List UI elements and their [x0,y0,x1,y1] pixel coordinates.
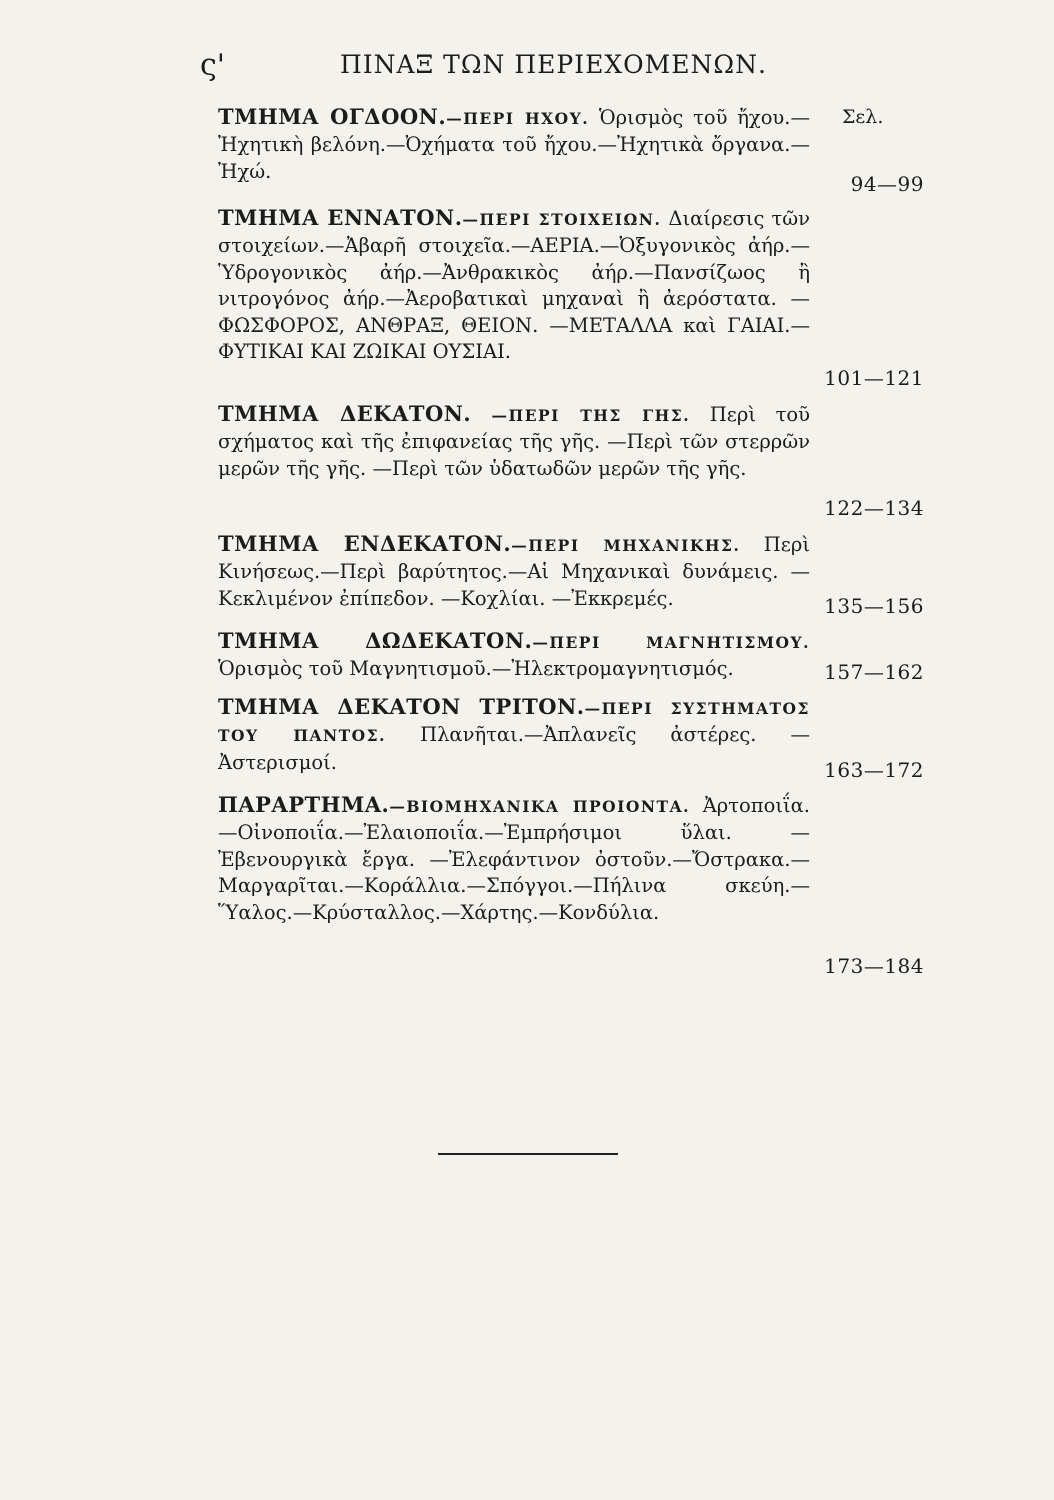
toc-entry-universe [218,694,810,776]
page-column-label: Σελ. [842,106,884,128]
section-contents: Περὶ Κινήσεως.—Περὶ βαρύτητος.—Αἱ Μηχανικαὶ δυνάμεις. —Κεκλιμένον ἐπίπεδον. —Κοχλίαι. —Ἐκκρεμές. [218,533,810,610]
page-range: 157—162 [824,660,924,684]
section-heading: ΤΜΗΜΑ ΕΝΔΕΚΑΤΟΝ. [218,531,512,556]
toc-entry-magnetism [218,628,810,683]
toc-entry-appendix [218,792,810,926]
section-subject: —ΠΕΡΙ ΤΗΣ ΓΗΣ. [471,406,691,425]
page-range: 122—134 [824,496,924,520]
section-heading: ΤΜΗΜΑ ΔΩΔΕΚΑΤΟΝ. [218,628,533,653]
page-range: 163—172 [824,758,924,782]
page-number: ς' [200,48,226,83]
section-contents: Ὁρισμὸς τοῦ ἤχου.—Ἠχητικὴ βελόνη.—Ὀχήματα τοῦ ἤχου.—Ἠχητικὰ ὄργανα.—Ἠχώ. [218,106,810,183]
section-subject: —ΠΕΡΙ ΜΗΧΑΝΙΚΗΣ. [511,536,741,555]
section-subject: —ΒΙΟΜΗΧΑΝΙΚΑ ΠΡΟΙΟΝΤΑ. [389,797,691,816]
toc-entry-mechanics [218,531,810,612]
page-range: 101—121 [824,366,924,390]
section-subject: —ΠΕΡΙ ΣΥΣΤΗΜΑΤΟΣ ΤΟΥ ΠΑΝΤΟΣ. [218,699,810,746]
section-subject: —ΠΕΡΙ ΜΑΓΝΗΤΙΣΜΟΥ. [532,633,811,652]
section-heading: ΤΜΗΜΑ ΟΓΔΟΟΝ. [218,104,447,129]
section-contents: Ἀρτοποιΐα.—Οἰνοποιΐα.—Ἐλαιοποιΐα.—Ἐμπρήσιμοι ὕλαι. —Ἐβενουργικὰ ἔργα. —Ἐλεφάντινον ὀστοῦν.—Ὄστρακα.—Μαργαρῖται.—Κοράλλια.—Σπόγγοι.—Πήλινα σκεύη.—Ὕαλος.—Κρύσταλλος.—Χάρτης.—Κονδύλια. [218,794,810,924]
section-subject: —ΠΕΡΙ ΣΤΟΙΧΕΙΩΝ. [462,210,662,229]
section-heading: ΠΑΡΑΡΤΗΜΑ. [218,792,390,817]
section-contents: Πλανῆται.—Ἀπλανεῖς ἀστέρες. —Ἀστερισμοί. [218,723,810,774]
section-contents: Ὁρισμὸς τοῦ Μαγνητισμοῦ.—Ἠλεκτρομαγνητισμός. [218,657,734,681]
page-range: 135—156 [824,594,924,618]
closing-rule [438,1153,618,1155]
page-title: ΠΙΝΑΞ ΤΩΝ ΠΕΡΙΕΧΟΜΕΝΩΝ. [340,50,767,79]
section-heading: ΤΜΗΜΑ ΕΝΝΑΤΟΝ. [218,205,463,230]
section-contents: Περὶ τοῦ σχήματος καὶ τῆς ἐπιφανείας τῆς γῆς. —Περὶ τῶν στερρῶν μερῶν τῆς γῆς. —Περὶ τῶν ὑδατωδῶν μερῶν τῆς γῆς. [218,403,810,480]
page-range: 173—184 [824,954,924,978]
section-heading: ΤΜΗΜΑ ΔΕΚΑΤΟΝ ΤΡΙΤΟΝ. [218,694,585,719]
section-subject: —ΠΕΡΙ ΗΧΟΥ. [446,109,590,128]
toc-entry-elements [218,205,810,365]
toc-entry-earth [218,401,810,482]
page-range: 94—99 [850,172,924,196]
section-heading: ΤΜΗΜΑ ΔΕΚΑΤΟΝ. [218,401,472,426]
toc-entry-sound [218,104,810,185]
section-contents: Διαίρεσις τῶν στοιχείων.—Ἀβαρῆ στοιχεῖα.—ΑΕΡΙΑ.—Ὀξυγονικὸς ἀήρ.—Ὑδρογονικὸς ἀήρ.—Ἀνθρακικὸς ἀήρ.—Πανσίζωος ἢ νιτρογόνος ἀήρ.—Ἀεροβατικαὶ μηχαναὶ ἢ ἀερόστατα. —ΦΩΣΦΟΡΟΣ, ΑΝΘΡΑΞ, ΘΕΙΟΝ. —ΜΕΤΑΛΛΑ καὶ ΓΑΙΑΙ.—ΦΥΤΙΚΑΙ ΚΑΙ ΖΩΙΚΑΙ ΟΥΣΙΑΙ. [218,207,810,364]
